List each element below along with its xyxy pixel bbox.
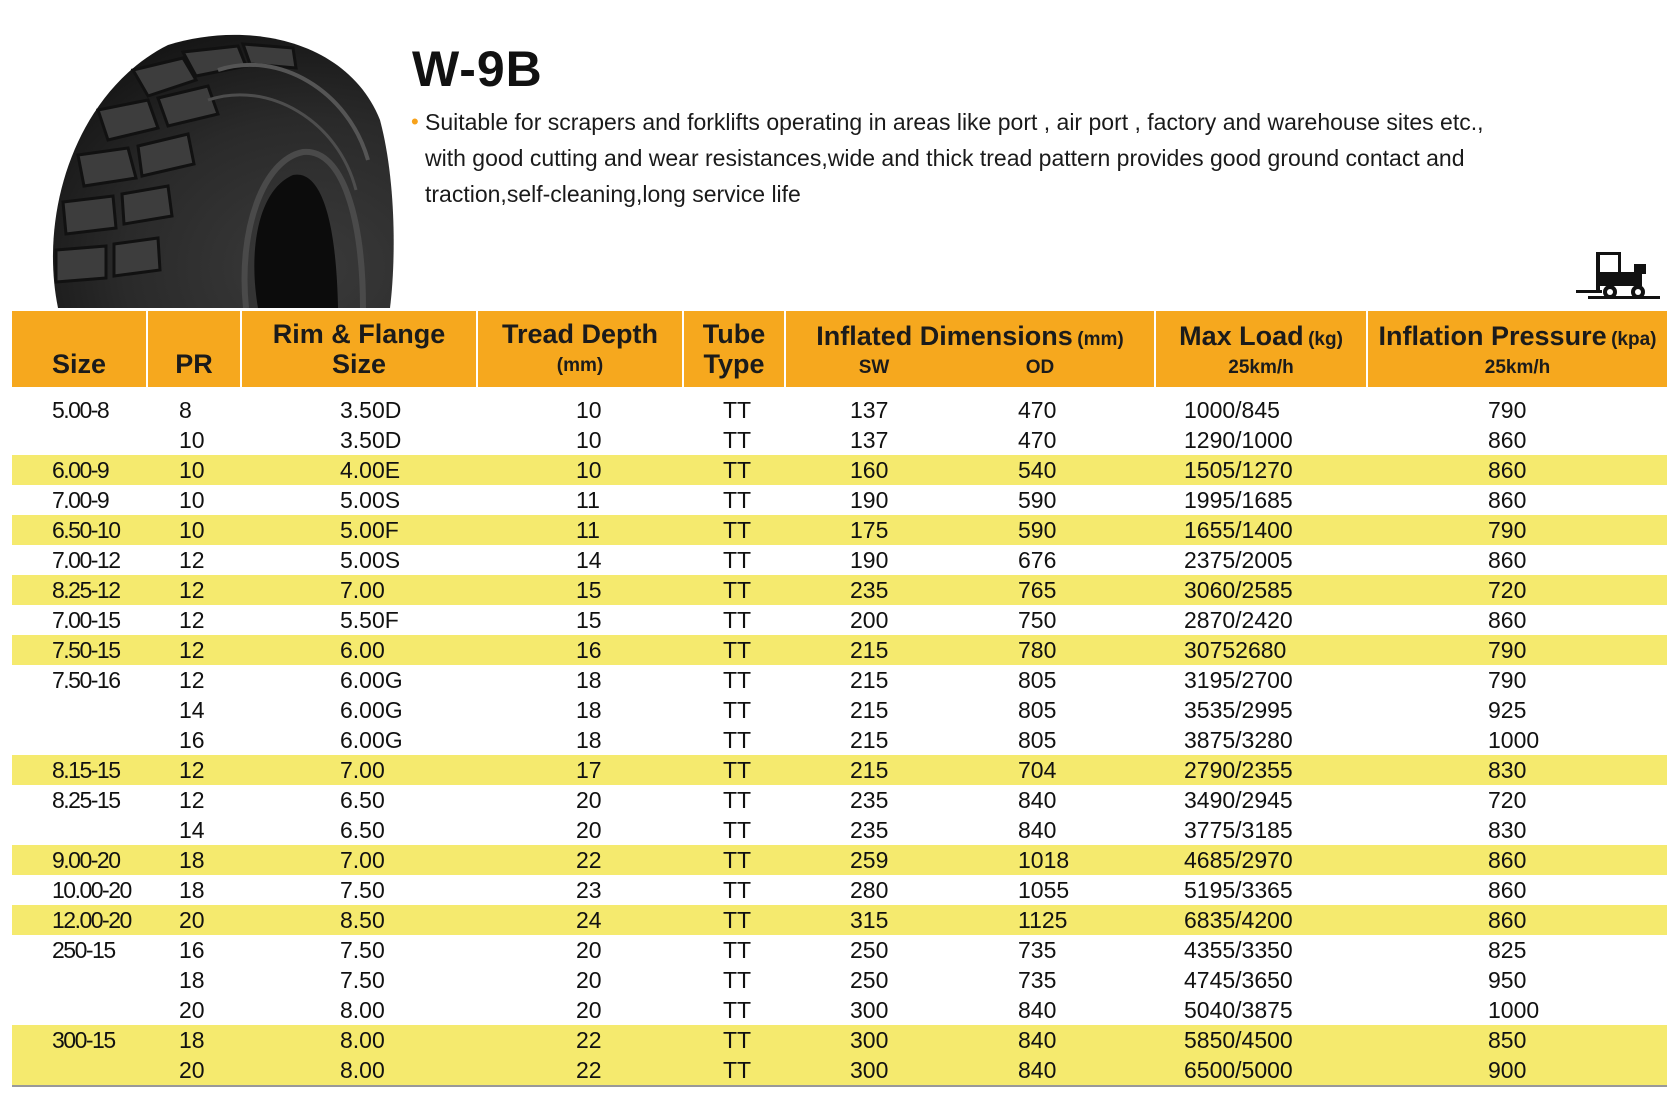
header-size: Size [51, 349, 107, 379]
cell-press: 830 [1488, 817, 1527, 843]
cell-tread: 22 [576, 847, 602, 873]
cell-pr: 12 [179, 667, 205, 693]
cell-sw: 235 [850, 817, 889, 843]
cell-tube: TT [723, 937, 752, 963]
cell-tube: TT [723, 727, 752, 753]
cell-size: 7.00-9 [52, 487, 109, 513]
cell-press: 860 [1488, 487, 1527, 513]
cell-od: 590 [1018, 487, 1057, 513]
cell-tread: 14 [576, 547, 602, 573]
cell-load: 3195/2700 [1184, 667, 1293, 693]
table-row [12, 845, 1667, 875]
cell-rim: 5.00S [340, 487, 401, 513]
table-row [12, 575, 1667, 605]
cell-rim: 7.50 [340, 967, 385, 993]
cell-tread: 10 [576, 457, 602, 483]
cell-sw: 137 [850, 427, 889, 453]
cell-load: 1000/845 [1184, 397, 1280, 423]
cell-pr: 18 [179, 877, 205, 903]
cell-od: 540 [1018, 457, 1057, 483]
table-row [12, 395, 1667, 425]
cell-pr: 14 [179, 697, 205, 723]
cell-tube: TT [723, 547, 752, 573]
cell-size: 6.00-9 [52, 457, 109, 483]
cell-od: 735 [1018, 967, 1057, 993]
cell-tread: 20 [576, 787, 602, 813]
header-rim: Rim & Flange Size [272, 319, 446, 379]
cell-sw: 250 [850, 937, 889, 963]
cell-sw: 215 [850, 697, 889, 723]
table-row [12, 785, 1667, 815]
cell-od: 676 [1018, 547, 1057, 573]
cell-tube: TT [723, 817, 752, 843]
cell-od: 1018 [1018, 847, 1070, 873]
cell-od: 750 [1018, 607, 1057, 633]
cell-size: 7.00-15 [52, 607, 120, 633]
cell-sw: 300 [850, 1057, 889, 1083]
table-row [12, 755, 1667, 785]
table-bottom-rule [12, 1085, 1667, 1087]
cell-size: 8.15-15 [52, 757, 120, 783]
cell-sw: 235 [850, 787, 889, 813]
cell-tube: TT [723, 907, 752, 933]
table-header [12, 311, 1667, 387]
cell-tube: TT [723, 457, 752, 483]
table-row [12, 485, 1667, 515]
cell-tread: 15 [576, 607, 602, 633]
cell-pr: 8 [179, 397, 192, 423]
cell-tube: TT [723, 667, 752, 693]
cell-size: 7.50-16 [52, 667, 120, 693]
cell-rim: 4.00E [340, 457, 401, 483]
cell-press: 790 [1488, 517, 1527, 543]
cell-pr: 16 [179, 727, 205, 753]
cell-sw: 175 [850, 517, 889, 543]
table-row [12, 665, 1667, 695]
cell-press: 720 [1488, 577, 1527, 603]
cell-rim: 7.50 [340, 937, 385, 963]
cell-pr: 20 [179, 1057, 205, 1083]
cell-od: 840 [1018, 1027, 1057, 1053]
cell-press: 860 [1488, 457, 1527, 483]
cell-size: 10.00-20 [52, 877, 131, 903]
cell-load: 1290/1000 [1184, 427, 1293, 453]
cell-pr: 12 [179, 577, 205, 603]
cell-od: 1055 [1018, 877, 1070, 903]
bullet-icon: • [411, 109, 419, 134]
cell-od: 840 [1018, 1057, 1057, 1083]
cell-sw: 300 [850, 997, 889, 1023]
cell-load: 6500/5000 [1184, 1057, 1293, 1083]
description-line: with good cutting and wear resistances,wide and thick tread pattern provides good ground contact and [425, 145, 1465, 171]
cell-tube: TT [723, 517, 752, 543]
cell-rim: 3.50D [340, 427, 402, 453]
cell-size: 250-15 [52, 937, 115, 963]
cell-tread: 10 [576, 397, 602, 423]
header-max-load: Max Load (kg) 25km/h [1179, 321, 1343, 378]
cell-load: 1505/1270 [1184, 457, 1293, 483]
cell-od: 470 [1018, 427, 1057, 453]
cell-tube: TT [723, 997, 752, 1023]
cell-pr: 10 [179, 517, 205, 543]
cell-load: 5040/3875 [1184, 997, 1293, 1023]
cell-load: 3775/3185 [1184, 817, 1293, 843]
table-body [12, 395, 1667, 1085]
cell-rim: 7.00 [340, 577, 385, 603]
cell-sw: 190 [850, 547, 889, 573]
table-row [12, 725, 1667, 755]
header-dimensions: Inflated Dimensions (mm) SW OD [816, 321, 1124, 378]
table-row [12, 935, 1667, 965]
cell-od: 735 [1018, 937, 1057, 963]
cell-sw: 137 [850, 397, 889, 423]
cell-od: 840 [1018, 817, 1057, 843]
table-row [12, 695, 1667, 725]
cell-pr: 14 [179, 817, 205, 843]
cell-od: 840 [1018, 787, 1057, 813]
cell-pr: 18 [179, 1027, 205, 1053]
tire-photo [18, 30, 396, 308]
table-row [12, 545, 1667, 575]
header-tube: Tube Type [702, 319, 766, 379]
cell-tread: 24 [576, 907, 602, 933]
table-row [12, 1025, 1667, 1055]
cell-pr: 12 [179, 757, 205, 783]
cell-sw: 300 [850, 1027, 889, 1053]
cell-load: 30752680 [1184, 637, 1287, 663]
cell-press: 860 [1488, 427, 1527, 453]
cell-load: 3535/2995 [1184, 697, 1293, 723]
cell-press: 790 [1488, 667, 1527, 693]
cell-size: 8.25-12 [52, 577, 120, 603]
cell-tube: TT [723, 427, 752, 453]
cell-tread: 20 [576, 997, 602, 1023]
cell-sw: 190 [850, 487, 889, 513]
cell-sw: 259 [850, 847, 889, 873]
cell-pr: 12 [179, 787, 205, 813]
cell-tread: 18 [576, 697, 602, 723]
cell-tube: TT [723, 847, 752, 873]
description-line: traction,self-cleaning,long service life [425, 181, 801, 207]
product-description [411, 104, 1611, 212]
cell-press: 860 [1488, 607, 1527, 633]
cell-tread: 20 [576, 817, 602, 843]
cell-od: 805 [1018, 727, 1057, 753]
cell-press: 720 [1488, 787, 1527, 813]
cell-load: 3490/2945 [1184, 787, 1293, 813]
cell-tread: 16 [576, 637, 602, 663]
cell-pr: 12 [179, 547, 205, 573]
cell-rim: 3.50D [340, 397, 402, 423]
cell-press: 825 [1488, 937, 1527, 963]
cell-tube: TT [723, 757, 752, 783]
cell-tube: TT [723, 967, 752, 993]
cell-load: 4685/2970 [1184, 847, 1293, 873]
cell-tube: TT [723, 1027, 752, 1053]
cell-rim: 6.00G [340, 727, 403, 753]
cell-sw: 280 [850, 877, 889, 903]
cell-size: 6.50-10 [52, 517, 120, 543]
cell-load: 6835/4200 [1184, 907, 1293, 933]
cell-tread: 11 [576, 487, 600, 513]
cell-od: 1125 [1018, 907, 1068, 933]
table-row [12, 425, 1667, 455]
cell-tube: TT [723, 637, 752, 663]
description-line: Suitable for scrapers and forklifts operating in areas like port , air port , factory and warehouse sites etc., [425, 109, 1484, 135]
cell-press: 1000 [1488, 997, 1540, 1023]
cell-pr: 10 [179, 487, 205, 513]
cell-od: 765 [1018, 577, 1057, 603]
cell-sw: 215 [850, 727, 889, 753]
cell-tread: 18 [576, 667, 602, 693]
cell-rim: 5.50F [340, 607, 399, 633]
table-row [12, 965, 1667, 995]
cell-rim: 5.00S [340, 547, 401, 573]
cell-tread: 17 [576, 757, 602, 783]
table-row [12, 905, 1667, 935]
cell-press: 860 [1488, 547, 1527, 573]
cell-od: 704 [1018, 757, 1057, 783]
cell-load: 3875/3280 [1184, 727, 1293, 753]
cell-od: 805 [1018, 697, 1057, 723]
cell-load: 2790/2355 [1184, 757, 1293, 783]
forklift-icon [1574, 246, 1664, 302]
cell-size: 7.00-12 [52, 547, 120, 573]
cell-press: 950 [1488, 967, 1527, 993]
cell-size: 7.50-15 [52, 637, 120, 663]
header-tread: Tread Depth (mm) [501, 319, 659, 376]
cell-pr: 10 [179, 457, 205, 483]
cell-od: 840 [1018, 997, 1057, 1023]
cell-rim: 8.50 [340, 907, 385, 933]
cell-tread: 20 [576, 937, 602, 963]
cell-tread: 22 [576, 1057, 602, 1083]
cell-pr: 20 [179, 907, 205, 933]
table-row [12, 605, 1667, 635]
cell-sw: 235 [850, 577, 889, 603]
cell-pr: 16 [179, 937, 205, 963]
cell-rim: 6.50 [340, 787, 385, 813]
cell-rim: 8.00 [340, 1027, 385, 1053]
cell-tube: TT [723, 697, 752, 723]
cell-rim: 7.00 [340, 847, 385, 873]
cell-size: 5.00-8 [52, 397, 109, 423]
cell-press: 860 [1488, 847, 1527, 873]
cell-tread: 10 [576, 427, 602, 453]
table-row [12, 515, 1667, 545]
cell-pr: 12 [179, 637, 205, 663]
table-row [12, 1055, 1667, 1085]
cell-sw: 200 [850, 607, 889, 633]
cell-sw: 215 [850, 637, 889, 663]
table-row [12, 635, 1667, 665]
cell-tube: TT [723, 577, 752, 603]
cell-load: 3060/2585 [1184, 577, 1293, 603]
cell-rim: 8.00 [340, 1057, 385, 1083]
cell-tube: TT [723, 397, 752, 423]
header-inflation-pressure: Inflation Pressure (kpa) 25km/h [1378, 321, 1657, 378]
table-row [12, 995, 1667, 1025]
cell-tread: 18 [576, 727, 602, 753]
cell-rim: 6.50 [340, 817, 385, 843]
cell-press: 790 [1488, 397, 1527, 423]
cell-rim: 6.00G [340, 667, 403, 693]
cell-load: 5195/3365 [1184, 877, 1293, 903]
cell-rim: 8.00 [340, 997, 385, 1023]
cell-rim: 6.00 [340, 637, 385, 663]
cell-sw: 315 [850, 907, 889, 933]
cell-load: 5850/4500 [1184, 1027, 1293, 1053]
header-pr: PR [175, 349, 213, 379]
cell-load: 1995/1685 [1184, 487, 1293, 513]
cell-load: 4745/3650 [1184, 967, 1293, 993]
cell-tube: TT [723, 1057, 752, 1083]
cell-tube: TT [723, 877, 752, 903]
cell-od: 590 [1018, 517, 1057, 543]
cell-pr: 12 [179, 607, 205, 633]
cell-tread: 20 [576, 967, 602, 993]
cell-od: 780 [1018, 637, 1057, 663]
cell-od: 470 [1018, 397, 1057, 423]
cell-tread: 22 [576, 1027, 602, 1053]
cell-press: 900 [1488, 1057, 1527, 1083]
cell-tube: TT [723, 487, 752, 513]
cell-pr: 20 [179, 997, 205, 1023]
cell-load: 2870/2420 [1184, 607, 1293, 633]
table-row [12, 815, 1667, 845]
cell-press: 830 [1488, 757, 1527, 783]
cell-press: 860 [1488, 907, 1527, 933]
cell-load: 2375/2005 [1184, 547, 1293, 573]
table-row [12, 875, 1667, 905]
cell-sw: 215 [850, 667, 889, 693]
cell-load: 1655/1400 [1184, 517, 1293, 543]
cell-tread: 11 [576, 517, 600, 543]
cell-rim: 6.00G [340, 697, 403, 723]
cell-press: 860 [1488, 877, 1527, 903]
cell-press: 790 [1488, 637, 1527, 663]
cell-size: 8.25-15 [52, 787, 120, 813]
product-title: W-9B [412, 41, 543, 97]
cell-od: 805 [1018, 667, 1057, 693]
cell-rim: 5.00F [340, 517, 399, 543]
cell-press: 850 [1488, 1027, 1527, 1053]
cell-rim: 7.00 [340, 757, 385, 783]
table-row [12, 455, 1667, 485]
cell-press: 925 [1488, 697, 1527, 723]
cell-sw: 160 [850, 457, 889, 483]
cell-tube: TT [723, 607, 752, 633]
cell-size: 9.00-20 [52, 847, 120, 873]
cell-pr: 10 [179, 427, 205, 453]
cell-size: 12.00-20 [52, 907, 131, 933]
cell-sw: 215 [850, 757, 889, 783]
cell-sw: 250 [850, 967, 889, 993]
cell-tread: 23 [576, 877, 602, 903]
cell-rim: 7.50 [340, 877, 385, 903]
cell-tube: TT [723, 787, 752, 813]
cell-size: 300-15 [52, 1027, 115, 1053]
cell-pr: 18 [179, 967, 205, 993]
cell-press: 1000 [1488, 727, 1540, 753]
cell-load: 4355/3350 [1184, 937, 1293, 963]
cell-pr: 18 [179, 847, 205, 873]
cell-tread: 15 [576, 577, 602, 603]
